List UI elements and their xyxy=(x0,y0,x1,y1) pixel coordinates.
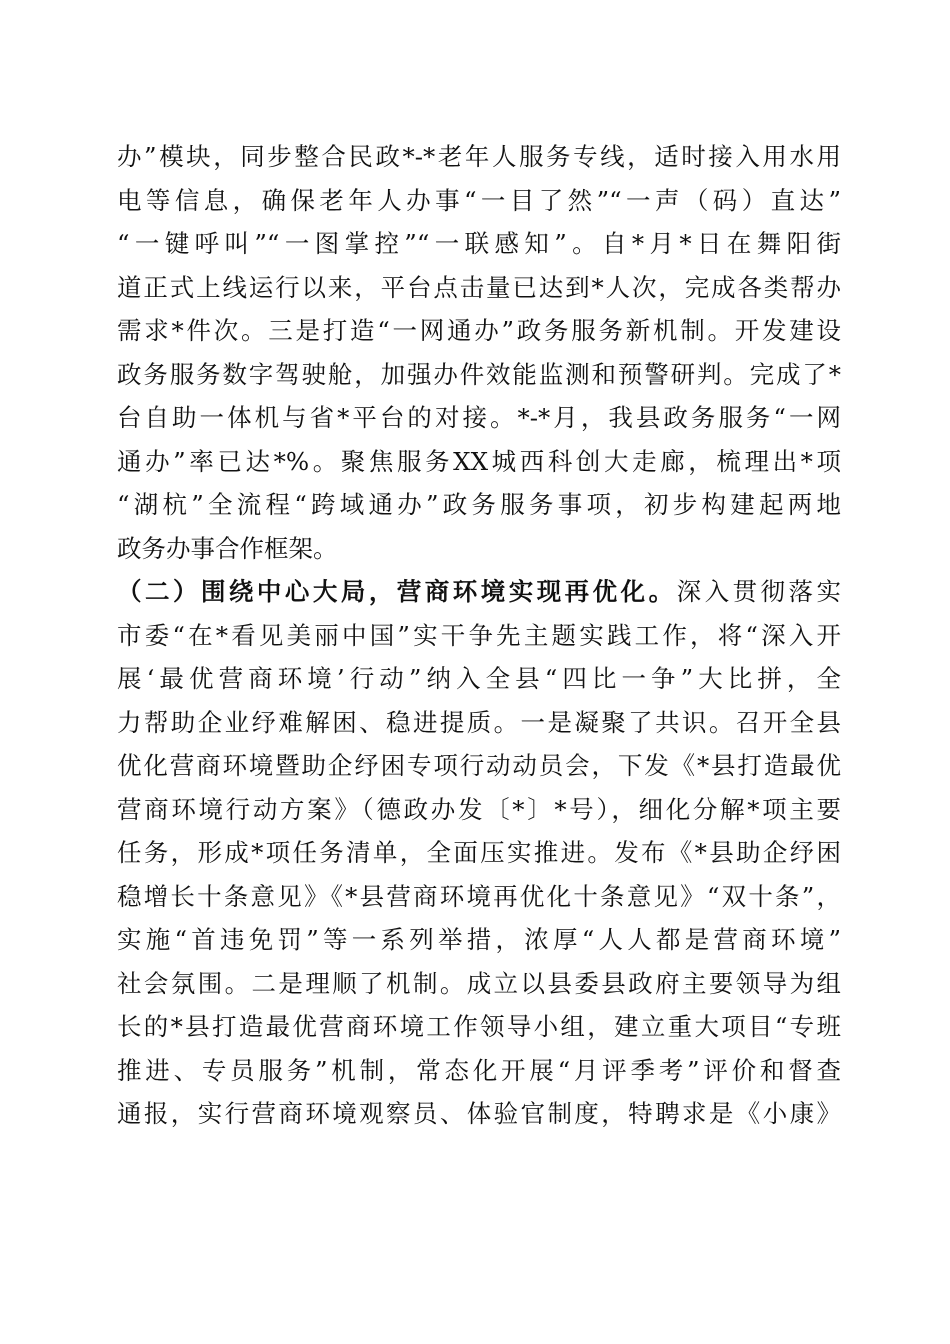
text-line: “湖杭”全流程“跨域通办”政务服务事项，初步构建起两地 xyxy=(117,490,841,519)
text-line: 电等信息，确保老年人办事“一目了然”“一声（码）直达” xyxy=(117,185,841,215)
text-line: 市委“在*看见美丽中国”实干争先主题实践工作，将“深入开 xyxy=(117,620,841,650)
text-line: 展‘最优营商环境’行动”纳入全县“四比一争”大比拼，全 xyxy=(117,664,841,693)
text-line: 营商环境行动方案》（德政办发〔*〕*号），细化分解*项主要 xyxy=(117,794,841,824)
paragraph-2 xyxy=(117,570,841,1136)
text-line: 任务，形成*项任务清单，全面压实推进。发布《*县助企纾困 xyxy=(117,838,841,867)
text-line: 社会氛围。二是理顺了机制。成立以县委县政府主要领导为组 xyxy=(117,968,841,998)
text-line: 通报，实行营商环境观察员、体验官制度，特聘求是《小康》 xyxy=(117,1099,841,1128)
text-line: 稳增长十条意见》《*县营商环境再优化十条意见》“双十条”， xyxy=(117,881,841,911)
paragraph-2-first-line xyxy=(117,570,841,614)
text-line: “一键呼叫”“一图掌控”“一联感知”。自*月*日在舞阳街 xyxy=(117,229,841,258)
section-heading: （二）围绕中心大局，营商环境实现再优化。 xyxy=(117,577,677,606)
paragraph-1 xyxy=(117,135,841,570)
text-line: 优化营商环境暨助企纾困专项行动动员会，下发《*县打造最优 xyxy=(117,751,841,780)
document-body xyxy=(117,135,841,1136)
text-line: 推进、专员服务”机制，常态化开展“月评季考”评价和督查 xyxy=(117,1055,841,1085)
text-line: 政务服务数字驾驶舱，加强办件效能监测和预警研判。完成了* xyxy=(117,359,841,389)
text-line: 力帮助企业纾难解困、稳进提质。一是凝聚了共识。召开全县 xyxy=(117,707,841,737)
text-line: 政务办事合作框架。 xyxy=(117,533,338,563)
text-line: 通办”率已达*%。聚焦服务XX城西科创大走廊，梳理出*项 xyxy=(117,446,841,476)
text-span: 深入贯彻落实 xyxy=(676,577,842,606)
text-line: 道正式上线运行以来，平台点击量已达到*人次，完成各类帮办 xyxy=(117,272,841,302)
text-line: 需求*件次。三是打造“一网通办”政务服务新机制。开发建设 xyxy=(117,316,841,345)
text-line: 实施“首违免罚”等一系列举措，浓厚“人人都是营商环境” xyxy=(117,925,841,954)
text-line: 台自助一体机与省*平台的对接。*-*月，我县政务服务“一网 xyxy=(117,403,841,432)
text-line: 办”模块，同步整合民政*-*老年人服务专线，适时接入用水用 xyxy=(117,142,841,171)
text-line: 长的*县打造最优营商环境工作领导小组，建立重大项目“专班 xyxy=(117,1012,841,1041)
